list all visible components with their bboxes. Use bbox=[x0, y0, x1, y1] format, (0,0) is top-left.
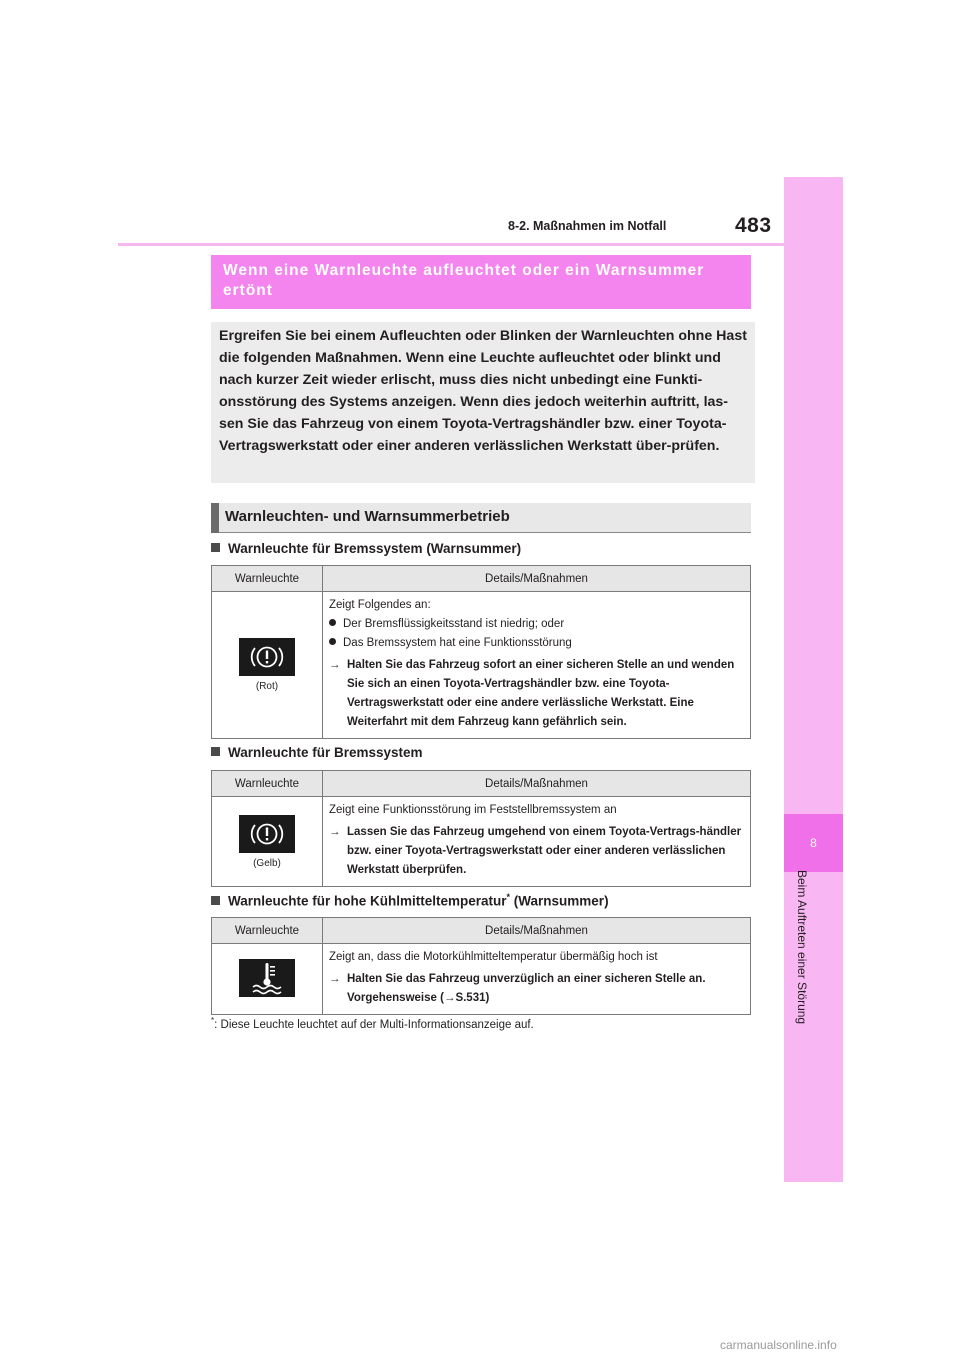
column-header-details: Details/Maßnahmen bbox=[323, 566, 751, 592]
lamp-color-caption: (Rot) bbox=[255, 681, 279, 692]
bullet-dot-icon bbox=[329, 619, 336, 626]
details-bullet: Der Bremsflüssigkeitsstand ist niedrig; oder bbox=[329, 615, 744, 634]
warning-icon-cell bbox=[212, 797, 323, 887]
chapter-number-tab[interactable]: 8 bbox=[784, 814, 843, 872]
column-header-warnleuchte: Warnleuchte bbox=[212, 771, 323, 797]
details-bullet: Das Bremssystem hat eine Funktionsstörung bbox=[329, 634, 744, 653]
details-intro: Zeigt an, dass die Motorkühlmitteltemperatur übermäßig hoch ist bbox=[329, 951, 658, 963]
lamp-color-caption: (Gelb) bbox=[253, 857, 281, 869]
warning-table-brake-buzzer bbox=[211, 565, 751, 739]
square-bullet-icon bbox=[211, 747, 220, 756]
page-title: Wenn eine Warnleuchte aufleuchtet oder ein Warnsummer ertönt bbox=[223, 262, 705, 299]
chapter-title: Beim Auftreten einer Störung bbox=[795, 870, 809, 1025]
section-heading-bar bbox=[211, 503, 219, 533]
chapter-side-tab[interactable] bbox=[784, 177, 843, 1182]
warning-icon-cell bbox=[212, 592, 323, 739]
brake-warning-icon bbox=[239, 815, 295, 853]
warning-details-cell bbox=[323, 797, 751, 887]
arrow-right-icon: → bbox=[329, 826, 341, 838]
square-bullet-icon bbox=[211, 896, 220, 905]
warning-heading-brake-buzzer: Warnleuchte für Bremssystem (Warnsummer) bbox=[211, 541, 521, 556]
details-intro: Zeigt Folgendes an: bbox=[329, 599, 431, 611]
details-intro: Zeigt eine Funktionsstörung im Feststellbremssystem an bbox=[329, 804, 617, 816]
column-header-details: Details/Maßnahmen bbox=[323, 918, 751, 944]
page-number: 483 bbox=[735, 214, 772, 237]
warning-table-brake bbox=[211, 770, 751, 887]
section-label: 8-2. Maßnahmen im Notfall bbox=[508, 219, 667, 233]
page-reference-link[interactable]: S.531) bbox=[455, 992, 490, 1004]
arrow-right-icon: → bbox=[443, 992, 456, 1004]
warning-heading-brake: Warnleuchte für Bremssystem bbox=[211, 745, 423, 760]
warning-icon-cell bbox=[212, 944, 323, 1015]
intro-paragraph: Ergreifen Sie bei einem Aufleuchten oder Blinken der Warnleuchten ohne Hast die folgenden Maßnahmen. Wenn eine Leuchte aufleuchtet oder blinkt und nach kurzer Zeit wieder erlischt, muss dies nicht unbedingt eine Funkti-onsstörung des Systems anzeigen. Wenn dies jedoch weiterhin auftritt, las-sen Sie das Fahrzeug von einem Toyota-Vertragshändler bzw. einer Toyota-Vertragswerkstatt oder einer anderen verlässlichen Werkstatt über-prüfen. bbox=[219, 328, 747, 454]
arrow-right-icon: → bbox=[329, 659, 341, 671]
column-header-warnleuchte: Warnleuchte bbox=[212, 918, 323, 944]
column-header-warnleuchte: Warnleuchte bbox=[212, 566, 323, 592]
coolant-temperature-icon bbox=[239, 959, 295, 997]
header-rule bbox=[118, 243, 784, 246]
column-header-details: Details/Maßnahmen bbox=[323, 771, 751, 797]
details-action: → Halten Sie das Fahrzeug unverzüglich an einer sicheren Stelle an. Vorgehensweise (→S.531) bbox=[329, 970, 744, 1008]
details-action: → Lassen Sie das Fahrzeug umgehend von einem Toyota-Vertrags-händler bzw. einer Toyota-Vertragswerkstatt oder einer anderen verlässlichen Werkstatt überprüfen. bbox=[329, 823, 744, 880]
details-action: → Halten Sie das Fahrzeug sofort an einer sicheren Stelle an und wenden Sie sich an einen Toyota-Vertragshändler bzw. eine Toyota-Vertragswerkstatt oder eine andere verlässliche Werkstatt. Eine Weiterfahrt mit dem Fahrzeug kann gefährlich sein. bbox=[329, 656, 744, 732]
warning-table-coolant bbox=[211, 917, 751, 1015]
brake-warning-icon bbox=[239, 638, 295, 676]
warning-details-cell bbox=[323, 944, 751, 1015]
footnote: *: Diese Leuchte leuchtet auf der Multi-Informationsanzeige auf. bbox=[211, 1016, 534, 1031]
warning-heading-coolant: Warnleuchte für hohe Kühlmitteltemperatur* (Warnsummer) bbox=[211, 892, 609, 909]
section-heading: Warnleuchten- und Warnsummerbetrieb bbox=[225, 508, 510, 525]
warning-details-cell bbox=[323, 592, 751, 739]
arrow-right-icon: → bbox=[329, 973, 341, 985]
bullet-dot-icon bbox=[329, 638, 336, 645]
watermark: carmanualsonline.info bbox=[720, 1338, 837, 1352]
square-bullet-icon bbox=[211, 543, 220, 552]
